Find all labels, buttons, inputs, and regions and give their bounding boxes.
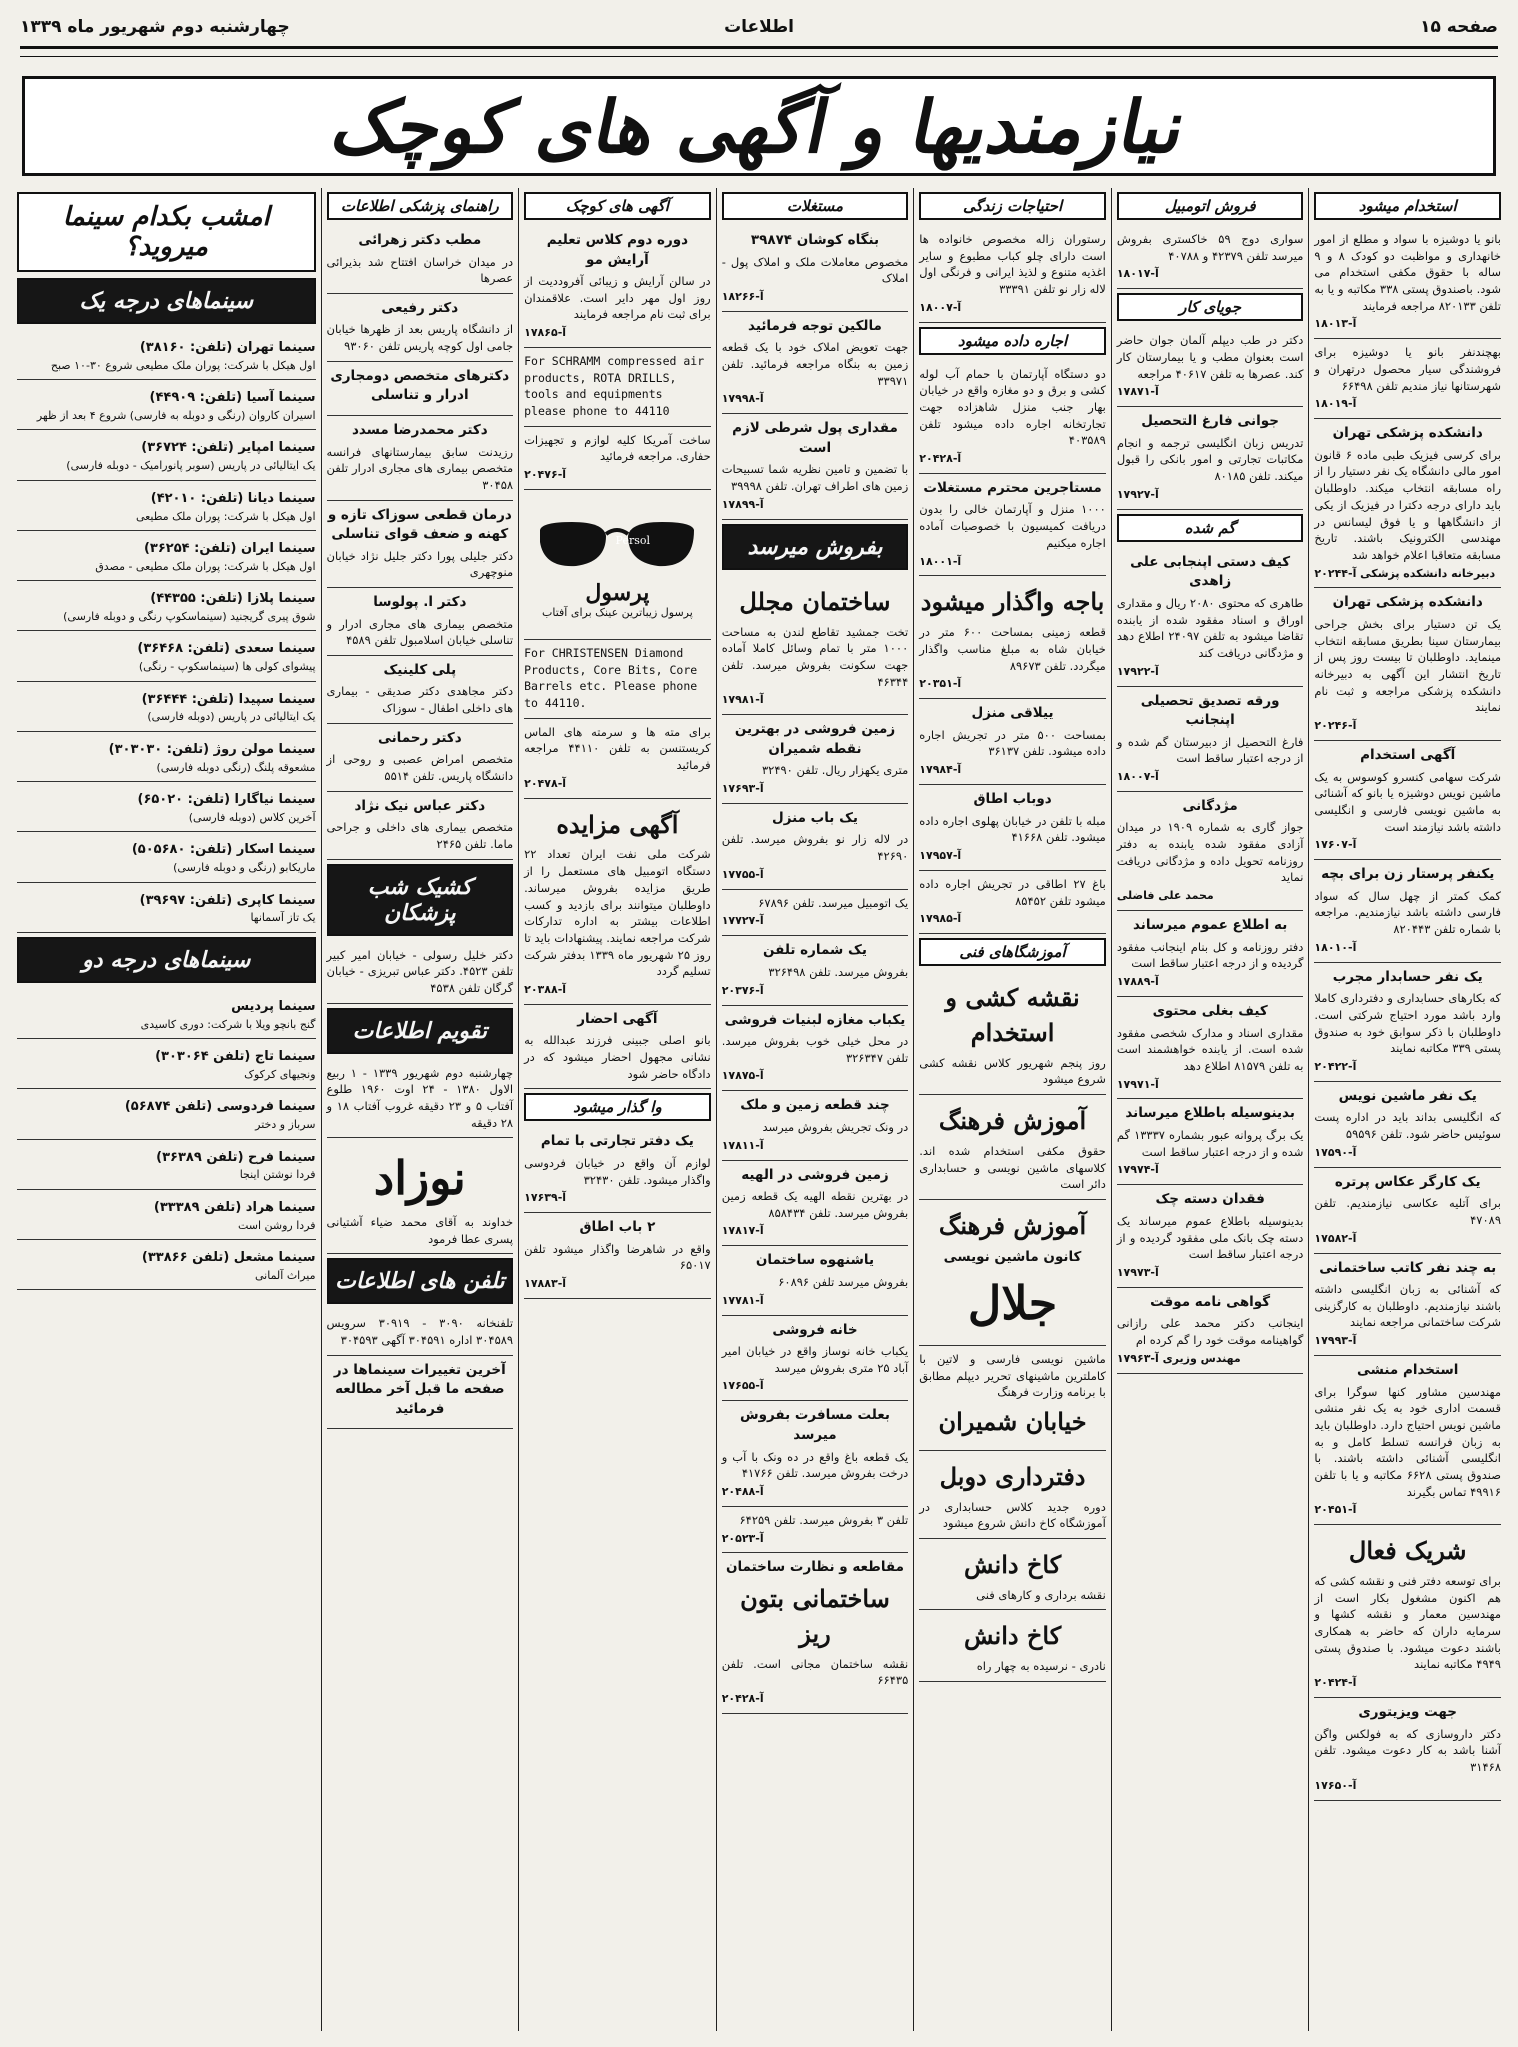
section-heading: آموزشگاهای فنی — [919, 938, 1106, 966]
classified-ad: درمان قطعی سوزاک تازه و کهنه و ضعف قوای تناسلی دکتر جلیلی پورا دکتر جلیل نژاد خیابان منوچهری — [327, 501, 514, 588]
cinema-listing — [17, 782, 316, 832]
cinema-program: ونجیهای کرکوک — [244, 1067, 316, 1081]
classified-ad: بهچندنفر بانو یا دوشیزه برای فروشندگی سیار محصول درتهران و شهرستانها نیاز مندیم تلفن ۶۶۴۹۸ آ-۱۸۰۱۹ — [1314, 339, 1501, 419]
cinema-listing — [17, 380, 316, 430]
cinema-list — [17, 989, 316, 1290]
classified-ad: دانشکده پزشکی تهران برای کرسی فیزیک طبی ماده ۶ قانون امور مالی دانشگاه یک نفر دستیار را از راه مسابقه انتخاب میکند. داوطلبان باید دارای درجه دکترا در فیزیک از یکی از دانشگاهها و یا فوق لیسانس در مهندسی الکترونیک باشند. تاریخ مسابقه متعاقبا اعلام خواهد شد دبیرخانه دانشکده پزشکی آ-۲۰۲۴۴ — [1314, 419, 1501, 588]
section-heading: مستغلات — [722, 192, 909, 220]
classified-ad: بعلت مسافرت بفروش میرسد یک قطعه باغ واقع در ده ونک با آب و درخت بفروش میرسد. تلفن ۴۱۷۶۶ آ-۲۰۴۸۸ — [722, 1401, 909, 1506]
cinema-program: یک ایتالیائی در پاریس (سوبر پانورامیک - دوبله فارسی) — [66, 459, 316, 473]
cinema-listing — [17, 1089, 316, 1139]
cinema-program: اول هیکل با شرکت: پوران ملک مطیعی - مصدق — [95, 559, 316, 573]
page-header — [20, 14, 1498, 40]
classified-ad: آگهی استخدام شرکت سهامی کنسرو کوسوس به یک ماشین نویس دوشیزه یا بانو که آشنائی به ماشین نویسی فارسی و انگلیسی داشته باشد نیازمند است آ-۱۷۶۰۷ — [1314, 741, 1501, 860]
classified-ad: ماشین نویسی فارسی و لاتین با کاملترین ماشینهای تحریر دیپلم مطابق با برنامه وزارت فرهنگ خیابان شمیران — [919, 1346, 1106, 1451]
classified-ad: بنگاه کوشان ۳۹۸۷۴ مخصوص معاملات ملک و املاک پول - املاک آ-۱۸۲۶۶ — [722, 226, 909, 312]
classified-ad: یک دفتر تجارتی با تمام لوازم آن واقع در خیابان فردوسی واگذار میشود. تلفن ۳۲۴۳۰ آ-۱۷۶۳۹ — [524, 1127, 711, 1213]
cinema-listing — [17, 1140, 316, 1190]
section-heading: فروش اتومبیل — [1117, 192, 1304, 220]
classified-ad: یاشنهوه ساختمان بفروش میرسد تلفن ۶۰۸۹۶ آ-۱۷۷۸۱ — [722, 1246, 909, 1315]
section-heading: سینماهای درجه دو — [17, 937, 316, 983]
classified-ad: آخرین تغییرات سینماها در صفحه ما قبل آخر مطالعه فرمائید — [327, 1356, 514, 1430]
classified-ad: یک نفر حسابدار مجرب که بکارهای حسابداری و دفترداری کاملا وارد باشد مورد احتیاج شرکتی است. داوطلبان با ذکر سوابق خود به صندوق پستی ۳۳۹ مکاتبه نمایند آ-۲۰۴۲۲ — [1314, 963, 1501, 1082]
classified-ad: مقاطعه و نظارت ساختمان ساختمانی بتون ریز نقشه ساختمان مجانی است. تلفن ۶۶۴۳۵ آ-۲۰۴۲۸ — [722, 1553, 909, 1713]
classified-ad: دکتر رفیعی از دانشگاه پاریس بعد از ظهرها خیابان جامی اول کوچه پاریس تلفن ۹۳۰۶۰ — [327, 294, 514, 362]
cinema-name: سینما امپایر (تلفن: ۳۶۷۲۴) — [141, 440, 316, 456]
classified-ad: سواری دوج ۵۹ خاکستری بفروش میرسد تلفن ۴۲۳۷۹ و ۴۰۷۸۸ آ-۱۸۰۱۷ — [1117, 226, 1304, 289]
classified-ad: برای مته ها و سرمته های الماس کریستنسن به تلفن ۴۴۱۱۰ مراجعه فرمائید آ-۲۰۴۷۸ — [524, 719, 711, 799]
cinema-listing — [17, 832, 316, 882]
section-heading: گم شده — [1117, 514, 1304, 542]
cinema-listing — [17, 481, 316, 531]
column-medical-guide — [321, 188, 519, 2031]
classified-ad: مستاجرین محترم مستغلات ۱۰۰۰ منزل و آپارتمان خالی را بدون دریافت کمیسیون با خصوصیات آماده اجاره میکنیم آ-۱۸۰۰۱ — [919, 474, 1106, 577]
classified-ad: دو دستگاه آپارتمان با حمام آب لوله کشی و برق و دو مغازه واقع در خیابان بهار جنب منزل شاهزاده جهت تجارتخانه اجاره داده میشود تلفن ۴۰۳۵۸۹ آ-۲۰۴۲۸ — [919, 361, 1106, 474]
classified-ad: یکباب مغازه لبنیات فروشی در محل خیلی خوب بفروش میرسد. تلفن ۳۲۶۳۴۷ آ-۱۷۸۷۵ — [722, 1006, 909, 1092]
classified-ad: مالکین توجه فرمائید جهت تعویض املاک خود با یک قطعه زمین به بنگاه مراجعه فرمائید. تلفن ۳۳۹۷۱ آ-۱۷۹۹۸ — [722, 312, 909, 415]
cinema-program: شوق پیری گریجنید (سینماسکوپ رنگی و دوبله فارسی) — [63, 610, 316, 624]
cinema-listing — [17, 531, 316, 581]
section-heading: سینماهای درجه یک — [17, 278, 316, 324]
classified-ad: مژدگانی جواز گاری به شماره ۱۹۰۹ در میدان آزادی مفقود شده یابنده به دفتر روزنامه تحویل داده و مژدگانی دریافت نماید محمد علی فاضلی — [1117, 792, 1304, 911]
classified-ad: به چند نفر کاتب ساختمانی که آشنائی به زبان انگلیسی داشته باشند نیازمندیم. داوطلبان به کارگزینی شرکت ساختمانی مراجعه نمایند آ-۱۷۹۹۳ — [1314, 1254, 1501, 1357]
section-heading: تلفن های اطلاعات — [327, 1258, 514, 1304]
classified-ad: دوره دوم کلاس تعلیم آرایش مو در سالن آرایش و زیبائی آفروددیت از روز اول مهر دایر است. علاقمندان برای ثبت نام مراجعه فرمایند آ-۱۷۸۶۵ — [524, 226, 711, 348]
section-heading: بفروش میرسد — [722, 524, 909, 570]
classified-ad: ساختمان مجلل تخت جمشید تقاطع لندن به مساحت ۱۰۰۰ متر با تمام وسائل کاملا آماده جهت سکونت بفروش میرسد. تلفن ۴۶۳۴۴ آ-۱۷۹۸۱ — [722, 576, 909, 715]
classified-ad: چند قطعه زمین و ملک در ونک تجریش بفروش میرسد آ-۱۷۸۱۱ — [722, 1091, 909, 1160]
section-heading: اجاره داده میشود — [919, 327, 1106, 355]
cinema-program: آخرین کلاس (دوبله فارسی) — [188, 810, 316, 824]
cinema-name: سینما پلازا (تلفن: ۴۴۳۵۵) — [150, 591, 316, 607]
classified-ad: بدینوسیله باطلاع میرساند یک برگ پروانه عبور بشماره ۱۳۳۳۷ گم شده و از درجه اعتبار ساقط است آ-۱۷۹۷۴ — [1117, 1099, 1304, 1185]
cinema-program: اسیران کاروان (رنگی و دوبله به فارسی) شروع ۴ بعد از ظهر — [36, 409, 316, 423]
classified-ad: باغ ۲۷ اطاقی در تجریش اجاره داده میشود تلفن ۸۵۴۵۲ آ-۱۷۹۸۵ — [919, 871, 1106, 934]
cinema-program: اول هیکل با شرکت: پوران ملک مطیعی — [135, 509, 316, 523]
classified-ad: ورقه تصدیق تحصیلی اپنجانب فارغ التحصیل از دبیرستان گم شده و از درجه اعتبار ساقط است آ-۱۸۰۰۷ — [1117, 687, 1304, 792]
top-rule-thin — [20, 56, 1498, 57]
section-heading: وا گذار میشود — [524, 1093, 711, 1121]
classified-ad-english: For SCHRAMM compressed air products, ROTA DRILLS, tools and equipments please phone to 44110 — [524, 348, 711, 427]
classified-ad: دکتر رحمانی متخصص امراض عصبی و روحی از دانشگاه پاریس. تلفن ۵۵۱۴ — [327, 724, 514, 792]
classified-ad: مقداری پول شرطی لازم است با تضمین و تامین نظریه شما تسبیحات زمین های اطراف تهران. تلفن ۳۹۹۹۸ آ-۱۷۸۹۹ — [722, 414, 909, 519]
brand-name: پرسول — [585, 580, 650, 607]
cinema-program: یک ایتالیائی در پاریس (دوبله فارسی) — [147, 710, 316, 724]
classified-ad: شریک فعال برای توسعه دفتر فنی و نقشه کشی که هم اکنون مشغول بکار است از مهندسین معمار و نقشه کشها و سرمایه داران که حاضر به همکاری باشند دعوت میشود. با صندوق پستی ۴۹۴۹ مکاتبه نمایند آ-۲۰۴۲۴ — [1314, 1525, 1501, 1698]
cinema-listing — [17, 430, 316, 480]
cinema-listing — [17, 1240, 316, 1290]
classified-ad: کاخ دانش نقشه برداری و کارهای فنی — [919, 1539, 1106, 1610]
cinema-list — [17, 330, 316, 933]
column-car-sales — [1111, 188, 1309, 2031]
cinema-program: گنج بانچو ویلا با شرکت: دوری کاسیدی — [140, 1017, 316, 1031]
classified-ad: دانشکده پزشکی تهران یک تن دستیار برای بخش جراحی بیمارستان سینا بطریق مسابقه انتخاب مینماید. داوطلبان تا بیست روز پس از تاریخ انتشار این آگهی به دبیرخانه دانشکده پزشکی مراجعه و ثبت نام نمایند آ-۲۰۲۴۶ — [1314, 588, 1501, 741]
classified-ad: کیف دستی اپنجابی علی زاهدی طاهری که محتوی ۲۰۸۰ ریال و مقداری اوراق و اسناد مفقود شده از یابنده تقاضا میشود به تلفن ۲۴۰۹۷ اطلاع دهد و مژدگانی دریافت کند آ-۱۷۹۲۲ — [1117, 548, 1304, 687]
column-employment — [1308, 188, 1506, 2031]
classified-ad: خانه فروشی یکباب خانه نوساز واقع در خیابان امیر آباد ۲۵ متری بفروش میرسد آ-۱۷۶۵۵ — [722, 1316, 909, 1402]
section-heading: استخدام میشود — [1314, 192, 1501, 220]
cinema-program: یک تاز آسمانها — [250, 911, 316, 925]
cinema-listing — [17, 581, 316, 631]
column-small-ads — [518, 188, 716, 2031]
classified-columns — [12, 188, 1506, 2031]
classified-ad: آموزش فرهنگ حقوق مکفی استخدام شده اند. کلاسهای ماشین نویسی و حسابداری دائر است — [919, 1095, 1106, 1200]
cinema-name: سینما تاج (تلفن ۳۰۳۰۶۴) — [155, 1049, 316, 1065]
classified-ad: فقدان دسته چک بدینوسیله باطلاع عموم میرساند یک دسته چک بانک ملی مفقود گردیده و از درجه اعتبار ساقط است آ-۱۷۹۷۳ — [1117, 1185, 1304, 1288]
classified-ad: یک اتومبیل میرسد. تلفن ۶۷۸۹۶ آ-۱۷۷۲۷ — [722, 890, 909, 937]
classified-ad: دفترداری دوبل دوره جدید کلاس حسابداری در آموزشگاه کاخ دانش شروع میشود — [919, 1451, 1106, 1539]
cinema-name: سینما مشعل (تلفن ۳۳۸۶۶) — [141, 1249, 316, 1265]
cinema-name: سینما هراد (تلفن ۳۳۳۸۹) — [153, 1199, 316, 1215]
cinema-name: سینما پردیس — [231, 998, 316, 1014]
cinema-name: سینما مولن روژ (تلفن: ۳۰۳۰۳۰) — [108, 741, 316, 757]
cinema-name: سینما اسکار (تلفن: ۵۰۵۶۸۰) — [131, 842, 316, 858]
issue-date: چهارشنبه دوم شهریور ماه ۱۳۳۹ — [20, 17, 290, 37]
classified-ad: چهارشنبه دوم شهریور ۱۳۳۹ - ۱ ربیع الاول ۱۳۸۰ - ۲۴ اوت ۱۹۶۰ طلوع آفتاب ۵ و ۲۳ دقیقه غروب آفتاب ۱۸ و ۲۸ دقیقه — [327, 1060, 514, 1139]
classified-ad: یک شماره تلفن بفروش میرسد. تلفن ۳۲۶۴۹۸ آ-۲۰۳۷۶ — [722, 936, 909, 1005]
classified-ad: ۲ باب اطاق واقع در شاهرضا واگذار میشود تلفن ۶۵۰۱۷ آ-۱۷۸۸۳ — [524, 1213, 711, 1299]
cinema-listing — [17, 682, 316, 732]
classified-ad: دکتر محمدرضا مسدد رزیدنت سابق بیمارستانهای فرانسه متخصص بیماری های مجاری ادرار تلفن ۳۰۴۵۸ — [327, 416, 514, 501]
classified-ad: دکتر خلیل رسولی - خیابان امیر کبیر تلفن ۴۵۲۳. دکتر عباس تبریزی - خیابان گرگان تلفن ۴۵۳۸ — [327, 942, 514, 1004]
cinema-program: پیشوای کولی ها (سینماسکوپ - رنگی) — [138, 660, 316, 674]
cinema-name: سینما سعدی (تلفن: ۳۶۴۶۸) — [137, 641, 316, 657]
column-cinemas — [12, 188, 321, 2031]
banner-title: نیازمندیها و آگهی های کوچک — [324, 83, 1194, 169]
classified-ad: به اطلاع عموم میرساند دفتر روزنامه و کل بنام اینجانب مفقود گردیده و از درجه اعتبار ساقط است آ-۱۷۸۸۹ — [1117, 911, 1304, 997]
cinema-listing — [17, 1039, 316, 1089]
cinema-name: سینما کاپری (تلفن: ۳۹۶۹۷) — [139, 892, 316, 908]
classified-ad: یک باب منزل در لاله زار نو بفروش میرسد. تلفن ۴۲۶۹۰ آ-۱۷۷۵۵ — [722, 804, 909, 890]
section-heading: راهنمای پزشکی اطلاعات — [327, 192, 514, 220]
sunglasses-ad — [524, 490, 711, 640]
cinema-program: اول هیکل با شرکت: پوران ملک مطیعی شروع ۳۰-۱۰ صبح — [50, 358, 316, 372]
cinema-listing — [17, 631, 316, 681]
cinema-program: ماریکابو (رنگی و دوبله فارسی) — [173, 861, 316, 875]
page-number: صفحه ۱۵ — [1420, 17, 1498, 37]
cinema-listing — [17, 330, 316, 380]
cinema-program: مشعوقه پلنگ (رنگی دوبله فارسی) — [156, 760, 316, 774]
classified-ad: نوزاد خداوند به آقای محمد ضیاء آشتیانی پسری عطا فرمود — [327, 1138, 514, 1254]
classified-ad: دکترهای متخصص دومجاری ادرار و تناسلی — [327, 362, 514, 416]
cinema-name: سینما سپیدا (تلفن: ۳۶۴۴۴) — [141, 691, 316, 707]
classified-ad: زمین فروشی در بهترین نقطه شمیران متری یکهزار ریال. تلفن ۳۲۴۹۰ آ-۱۷۶۹۳ — [722, 715, 909, 804]
section-banner — [22, 76, 1496, 176]
top-rule — [20, 46, 1498, 49]
section-heading: کشیک شب پزشکان — [327, 864, 514, 936]
classified-ad: آگهی مزایده شرکت ملی نفت ایران تعداد ۲۲ دستگاه اتومبیل های مستعمل را از طریق مزایده بفروش میرساند. داوطلبان میتوانند برای بازدید و کسب اطلاعات بیشتر به اداره تدارکات شرکت مراجعه نمایند. پیشنهادات باید تا روز ۲۵ شهریور ماه ۱۳۳۹ بدفتر شرکت تسلیم گردد آ-۲۰۳۸۸ — [524, 799, 711, 1005]
newspaper-name: اطلاعات — [724, 17, 794, 37]
classified-ad: تلفنخانه ۳۰۹۰ - ۳۰۹۱۹ سرویس ۳۰۴۵۸۹ اداره ۳۰۴۵۹۱ آگهی ۳۰۴۵۹۳ — [327, 1310, 514, 1355]
classified-ad: جهت ویزیتوری دکتر داروسازی که به فولکس واگن آشنا باشد به کار دعوت میشود. تلفن ۳۱۴۶۸ آ-۱۷۶۵۰ — [1314, 1698, 1501, 1801]
classified-ad: دکتر در طب دیپلم آلمان جوان حاضر است بعنوان مطب و یا بیمارستان کار کند. عصرها به تلفن ۴۰۶۱۷ مراجعه آ-۱۷۸۷۱ — [1117, 327, 1304, 407]
classified-ad: مطب دکتر زهرائی در میدان خراسان افتتاح شد بذیرائی عصرها — [327, 226, 514, 294]
cinema-name: سینما نیاگارا (تلفن: ۶۵۰۲۰) — [137, 792, 316, 808]
brand-tagline: پرسول زیباترین عینک برای آفتاب — [542, 606, 693, 620]
classified-ad: دکتر عباس نیک نژاد متخصص بیماری های داخلی و جراحی ماما. تلفن ۲۴۶۵ — [327, 792, 514, 860]
column-real-estate — [716, 188, 914, 2031]
section-heading: جویای کار — [1117, 293, 1304, 321]
section-heading: احتیاجات زندگی — [919, 192, 1106, 220]
classified-ad: دکتر ا. پولوسا متخصص بیماری های مجاری ادرار و تناسلی خیابان اسلامبول تلفن ۴۵۸۹ — [327, 588, 514, 656]
classified-ad: تلفن ۳ بفروش میرسد. تلفن ۶۴۲۵۹ آ-۲۰۵۲۳ — [722, 1507, 909, 1554]
cinema-name: سینما ایران (تلفن: ۳۶۲۵۴) — [143, 540, 316, 556]
classified-ad: ییلاقی منزل بمساحت ۵۰۰ متر در تجریش اجاره داده میشود. تلفن ۳۶۱۳۷ آ-۱۷۹۸۴ — [919, 699, 1106, 785]
classified-ad: پلی کلینیک دکتر مجاهدی دکتر صدیقی - بیماری های داخلی اطفال - سوزاک — [327, 656, 514, 724]
cinema-name: سینما فردوسی (تلفن ۵۶۸۷۴) — [124, 1099, 316, 1115]
cinema-listing — [17, 732, 316, 782]
cinema-name: سینما دیانا (تلفن: ۴۲۰۱۰) — [150, 490, 316, 506]
classified-ad: یک کارگر عکاس پرتره برای آتلیه عکاسی نیازمندیم. تلفن ۴۷۰۸۹ آ-۱۷۵۸۲ — [1314, 1168, 1501, 1254]
sunglasses-icon — [532, 510, 702, 580]
cinema-name: سینما فرح (تلفن ۳۶۳۸۹) — [156, 1149, 316, 1165]
classified-ad: باجه واگذار میشود قطعه زمینی بمساحت ۶۰۰ متر در خیابان شاه به مبلغ مناسب واگذار میگردد. تلفن ۸۹۶۷۳ آ-۲۰۳۵۱ — [919, 576, 1106, 699]
classified-ad: گواهی نامه موقت اینجانب دکتر محمد علی رازانی گواهینامه موقت خود را گم کرده ام مهندس وزیری آ-۱۷۹۶۳ — [1117, 1288, 1304, 1374]
classified-ad: نقشه کشی و استخدام روز پنجم شهریور کلاس نقشه کشی شروع میشود — [919, 972, 1106, 1095]
classified-ad: بانو یا دوشیزه با سواد و مطلع از امور خانهداری و مواظبت دو کودک ۸ و ۹ ساله با حقوق مکفی استخدام می شود. باصندوق پستی ۳۳۸ مکاتبه و یا به تلفن ۸۲۰۱۳۳ مراجعه فرمایند آ-۱۸۰۱۳ — [1314, 226, 1501, 339]
cinema-headline: امشب بکدام سینما میروید؟ — [17, 192, 316, 272]
classified-ad-english: For CHRISTENSEN Diamond Products, Core Bits, Core Barrels etc. Please phone to 44110. — [524, 640, 711, 719]
section-heading: آگهی های کوچک — [524, 192, 711, 220]
classified-ad: یک نفر ماشین نویس که انگلیسی بداند باید در اداره پست سوئیس حاضر شود. تلفن ۵۹۵۹۶ آ-۱۷۵۹۰ — [1314, 1082, 1501, 1168]
classified-ad: جوانی فارغ التحصیل تدریس زبان انگلیسی ترجمه و انجام مکاتبات تجارتی و امور بانکی را قبول میکند. تلفن ۸۰۱۸۵ آ-۱۷۹۲۷ — [1117, 407, 1304, 510]
cinema-name: سینما تهران (تلفن: ۳۸۱۶۰) — [139, 340, 316, 355]
cinema-listing — [17, 883, 316, 933]
classified-ad: زمین فروشی در الهیه در بهترین نقطه الهیه یک قطعه زمین بفروش میرسد. تلفن ۸۵۸۴۳۴ آ-۱۷۸۱۷ — [722, 1161, 909, 1247]
cinema-name: سینما آسیا (تلفن: ۴۴۹۰۹) — [149, 390, 316, 406]
section-heading: تقویم اطلاعات — [327, 1008, 514, 1054]
classified-ad: کاخ دانش نادری - نرسیده به چهار راه — [919, 1610, 1106, 1681]
glasses-logo: Persol — [615, 534, 651, 548]
cinema-listing — [17, 1190, 316, 1240]
classified-ad: دوباب اطاق مبله با تلفن در خیابان پهلوی اجاره داده میشود. تلفن ۴۱۶۶۸ آ-۱۷۹۵۷ — [919, 785, 1106, 871]
cinema-program: فردا روشن است — [237, 1218, 316, 1232]
classified-ad: ساخت آمریکا کلیه لوازم و تجهیزات حفاری. مراجعه فرمائید آ-۲۰۴۷۶ — [524, 427, 711, 490]
cinema-program: سرباز و دختر — [255, 1118, 316, 1132]
classified-ad: استخدام منشی مهندسین مشاور کنها سوگرا برای قسمت اداری خود به یک نفر منشی ماشین نویس احتیاج دارد. داوطلبان باید به زبان فرانسه تسلط کامل و به انگلیسی آشنائی داشته باشند. با صندوق پستی ۶۶۲۸ مکاتبه و یا با تلفن ۴۹۹۱۶ تماس بگیرند آ-۲۰۴۵۱ — [1314, 1356, 1501, 1525]
classified-ad: آموزش فرهنگ کانون ماشین نویسی جلال — [919, 1200, 1106, 1346]
column-life-needs — [913, 188, 1111, 2031]
classified-ad: آگهی احضار بانو اصلی جبینی فرزند عبدالله به نشانی مجهول احضار میشود که در دادگاه حاضر شود — [524, 1005, 711, 1090]
cinema-program: فردا نوشتن اینجا — [239, 1168, 316, 1182]
classified-ad: کیف بغلی محتوی مقداری اسناد و مدارک شخصی مفقود شده است. از یابنده خواهشمند است به تلفن ۸۱۵۷۹ اطلاع دهد آ-۱۷۹۷۱ — [1117, 997, 1304, 1100]
cinema-listing — [17, 989, 316, 1039]
classified-ad: یکنفر پرستار زن برای بچه کمک کمتر از چهل سال که سواد فارسی داشته باشد نیازمندیم. مراجعه با شماره تلفن ۸۲۰۴۴۳ آ-۱۸۰۱۰ — [1314, 860, 1501, 963]
classified-ad: رستوران زاله مخصوص خانواده ها است دارای چلو کباب مطبوع و سایر اغذیه متنوع و لذیذ ایرانی و فرنگی اول لاله زار نو تلفن ۳۳۳۹۱ آ-۱۸۰۰۷ — [919, 226, 1106, 323]
cinema-program: میراث آلمانی — [254, 1268, 316, 1282]
